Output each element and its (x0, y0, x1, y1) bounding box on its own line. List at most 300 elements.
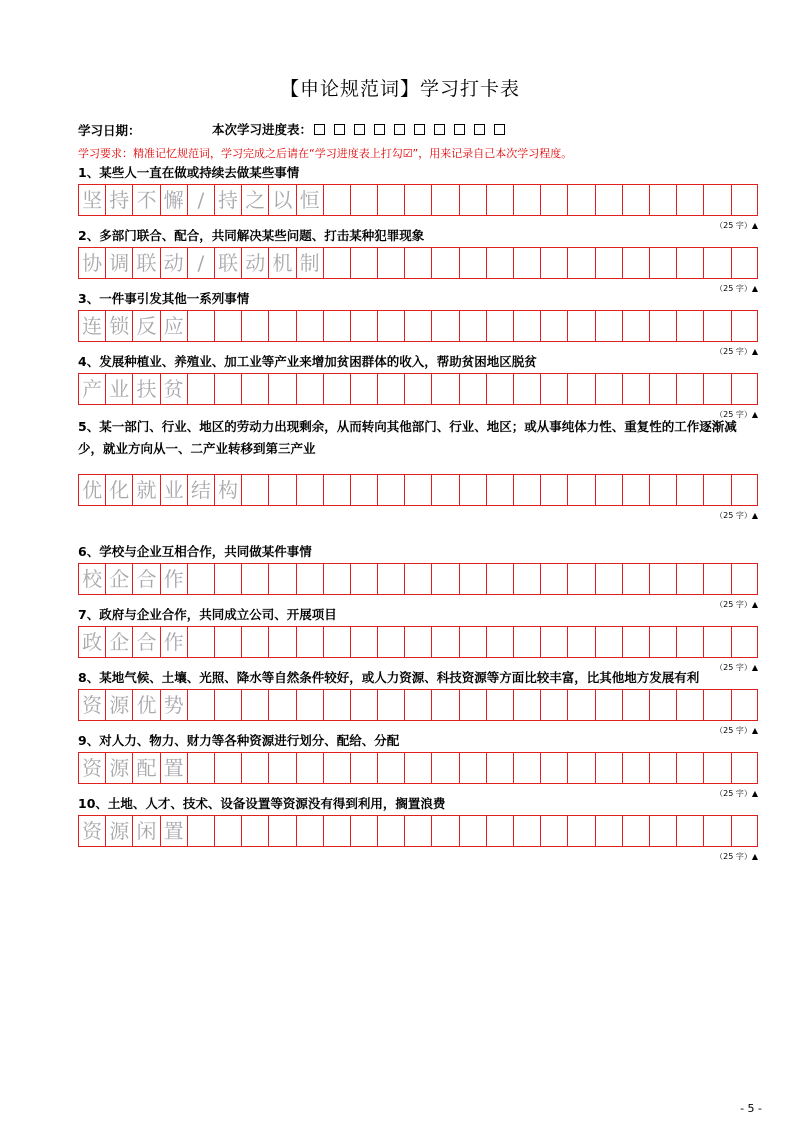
grid-cell[interactable] (623, 374, 650, 404)
grid-cell[interactable] (487, 564, 514, 594)
grid-cell[interactable] (677, 753, 704, 783)
grid-cell[interactable] (623, 690, 650, 720)
grid-cell[interactable] (460, 690, 487, 720)
grid-cell[interactable] (541, 816, 568, 846)
progress-checkbox[interactable] (474, 124, 485, 135)
grid-cell[interactable] (732, 627, 759, 657)
grid-cell[interactable] (704, 627, 731, 657)
grid-cell[interactable] (215, 753, 242, 783)
grid-cell[interactable] (704, 185, 731, 215)
grid-cell[interactable]: 之 (242, 185, 269, 215)
grid-cell[interactable] (324, 475, 351, 505)
grid-cell[interactable] (297, 753, 324, 783)
grid-cell[interactable] (650, 753, 677, 783)
grid-cell[interactable] (269, 475, 296, 505)
exercise-question: 4、发展种植业、养殖业、加工业等产业来增加贫困群体的收入，帮助贫困地区脱贫 (78, 354, 537, 369)
grid-cell[interactable] (568, 627, 595, 657)
grid-cell[interactable]: 产 (79, 374, 106, 404)
grid-cell[interactable] (568, 311, 595, 341)
grid-cell[interactable] (541, 753, 568, 783)
grid-cell[interactable] (215, 690, 242, 720)
grid-cell[interactable] (188, 627, 215, 657)
grid-cell[interactable] (704, 374, 731, 404)
exercise-question: 10、土地、人才、技术、设备设置等资源没有得到利用，搁置浪费 (78, 796, 446, 811)
grid-cell[interactable] (378, 475, 405, 505)
grid-cell[interactable] (269, 753, 296, 783)
grid-cell[interactable] (677, 248, 704, 278)
exercise-item (78, 730, 758, 798)
grid-cell[interactable] (378, 690, 405, 720)
grid-cell[interactable] (188, 816, 215, 846)
grid-cell[interactable] (188, 753, 215, 783)
grid-cell[interactable] (351, 564, 378, 594)
grid-cell[interactable] (460, 185, 487, 215)
grid-cell[interactable] (704, 690, 731, 720)
grid-cell[interactable] (514, 753, 541, 783)
grid-cell[interactable] (242, 374, 269, 404)
grid-cell[interactable] (378, 816, 405, 846)
grid-cell[interactable] (405, 816, 432, 846)
grid-cell[interactable]: / (188, 185, 215, 215)
writing-grid (78, 474, 758, 506)
progress-checkbox[interactable] (314, 124, 325, 135)
grid-cell[interactable] (677, 185, 704, 215)
grid-cell[interactable] (188, 564, 215, 594)
grid-cell[interactable]: 作 (161, 627, 188, 657)
grid-cell[interactable] (460, 248, 487, 278)
grid-cell[interactable]: 持 (215, 185, 242, 215)
grid-cell[interactable] (487, 475, 514, 505)
character-count-label: （25 字）▲ (715, 284, 758, 293)
writing-grid (78, 373, 758, 405)
grid-cell[interactable] (514, 627, 541, 657)
grid-cell[interactable] (677, 311, 704, 341)
grid-cell[interactable] (732, 248, 759, 278)
grid-cell[interactable]: 动 (161, 248, 188, 278)
grid-cell[interactable] (378, 627, 405, 657)
grid-cell[interactable] (351, 816, 378, 846)
grid-cell[interactable] (541, 311, 568, 341)
grid-cell[interactable] (704, 248, 731, 278)
progress-checkbox[interactable] (454, 124, 465, 135)
grid-cell[interactable] (405, 311, 432, 341)
exercise-question: 5、某一部门、行业、地区的劳动力出现剩余，从而转向其他部门、行业、地区；或从事纯体力性、重复性的工作逐渐减少，就业方向从一、二产业转移到第三产业 (78, 419, 737, 456)
exercise-question: 2、多部门联合、配合，共同解决某些问题、打击某种犯罪现象 (78, 228, 425, 243)
grid-cell[interactable] (596, 564, 623, 594)
grid-cell[interactable] (324, 690, 351, 720)
grid-cell[interactable] (297, 564, 324, 594)
grid-cell[interactable] (269, 816, 296, 846)
grid-cell[interactable] (596, 185, 623, 215)
grid-cell[interactable] (623, 185, 650, 215)
grid-cell[interactable]: 应 (161, 311, 188, 341)
grid-cell[interactable] (351, 690, 378, 720)
grid-cell[interactable] (596, 311, 623, 341)
grid-cell[interactable]: 资 (79, 753, 106, 783)
exercise-item (78, 604, 758, 672)
study-requirement: 学习要求：精准记忆规范词，学习完成之后请在“学习进度表上打勾☑”，用来记录自己本次学习程度。 (78, 147, 573, 160)
grid-cell[interactable]: 动 (242, 248, 269, 278)
grid-cell[interactable]: 优 (79, 475, 106, 505)
grid-cell[interactable] (432, 248, 459, 278)
grid-cell[interactable] (242, 311, 269, 341)
grid-cell[interactable]: 懈 (161, 185, 188, 215)
grid-cell[interactable]: 作 (161, 564, 188, 594)
grid-cell[interactable] (596, 816, 623, 846)
grid-cell[interactable] (460, 564, 487, 594)
grid-cell[interactable]: 业 (106, 374, 133, 404)
grid-cell[interactable] (378, 564, 405, 594)
grid-cell[interactable] (677, 564, 704, 594)
grid-cell[interactable] (541, 248, 568, 278)
progress-checkbox[interactable] (494, 124, 505, 135)
grid-cell[interactable] (704, 475, 731, 505)
grid-cell[interactable] (351, 374, 378, 404)
writing-grid (78, 184, 758, 216)
grid-cell[interactable] (432, 374, 459, 404)
grid-cell[interactable] (732, 564, 759, 594)
grid-cell[interactable] (596, 248, 623, 278)
grid-cell[interactable]: 不 (133, 185, 160, 215)
grid-cell[interactable] (242, 816, 269, 846)
grid-cell[interactable] (568, 475, 595, 505)
writing-grid (78, 815, 758, 847)
grid-cell[interactable] (514, 248, 541, 278)
grid-cell[interactable]: 贫 (161, 374, 188, 404)
grid-cell[interactable] (596, 475, 623, 505)
grid-cell[interactable]: 恒 (297, 185, 324, 215)
grid-cell[interactable] (568, 564, 595, 594)
grid-cell[interactable] (514, 311, 541, 341)
grid-cell[interactable]: 政 (79, 627, 106, 657)
grid-cell[interactable] (324, 311, 351, 341)
page-number: - 5 - (740, 1102, 762, 1115)
grid-cell[interactable] (405, 374, 432, 404)
grid-cell[interactable]: 联 (133, 248, 160, 278)
grid-cell[interactable]: 联 (215, 248, 242, 278)
grid-cell[interactable] (378, 248, 405, 278)
grid-cell[interactable] (297, 816, 324, 846)
grid-cell[interactable] (432, 753, 459, 783)
grid-cell[interactable] (650, 816, 677, 846)
grid-cell[interactable] (351, 185, 378, 215)
grid-cell[interactable] (568, 185, 595, 215)
grid-cell[interactable] (677, 374, 704, 404)
grid-cell[interactable] (623, 311, 650, 341)
grid-cell[interactable]: 制 (297, 248, 324, 278)
grid-cell[interactable] (432, 627, 459, 657)
grid-cell[interactable]: 置 (161, 816, 188, 846)
exercise-item (78, 351, 758, 419)
grid-cell[interactable]: 化 (106, 475, 133, 505)
exercise-question: 9、对人力、物力、财力等各种资源进行划分、配给、分配 (78, 733, 400, 748)
character-count-label: （25 字）▲ (715, 511, 758, 520)
progress-checkbox[interactable] (434, 124, 445, 135)
grid-cell[interactable] (704, 311, 731, 341)
grid-cell[interactable] (732, 690, 759, 720)
grid-cell[interactable] (324, 248, 351, 278)
grid-cell[interactable]: 源 (106, 690, 133, 720)
grid-cell[interactable] (596, 690, 623, 720)
writing-grid (78, 563, 758, 595)
grid-cell[interactable] (269, 627, 296, 657)
grid-cell[interactable]: 以 (269, 185, 296, 215)
grid-cell[interactable]: 就 (133, 475, 160, 505)
grid-cell[interactable] (732, 475, 759, 505)
grid-cell[interactable]: 调 (106, 248, 133, 278)
grid-cell[interactable]: 配 (133, 753, 160, 783)
grid-cell[interactable] (324, 753, 351, 783)
grid-cell[interactable]: 企 (106, 564, 133, 594)
grid-cell[interactable]: 锁 (106, 311, 133, 341)
exercise-question: 1、某些人一直在做或持续去做某些事情 (78, 165, 300, 180)
grid-cell[interactable] (432, 690, 459, 720)
writing-grid (78, 310, 758, 342)
grid-cell[interactable] (487, 690, 514, 720)
grid-cell[interactable] (324, 374, 351, 404)
grid-cell[interactable]: 源 (106, 753, 133, 783)
grid-cell[interactable] (487, 753, 514, 783)
grid-cell[interactable] (215, 816, 242, 846)
grid-cell[interactable] (623, 475, 650, 505)
grid-cell[interactable] (215, 311, 242, 341)
grid-cell[interactable] (568, 248, 595, 278)
grid-cell[interactable] (297, 690, 324, 720)
grid-cell[interactable] (215, 627, 242, 657)
grid-cell[interactable] (297, 475, 324, 505)
grid-cell[interactable] (514, 816, 541, 846)
grid-cell[interactable] (378, 753, 405, 783)
grid-cell[interactable] (460, 753, 487, 783)
grid-cell[interactable]: 业 (161, 475, 188, 505)
grid-cell[interactable]: 资 (79, 816, 106, 846)
progress-checkbox[interactable] (394, 124, 405, 135)
grid-cell[interactable]: 校 (79, 564, 106, 594)
grid-cell[interactable] (351, 311, 378, 341)
grid-cell[interactable]: 持 (106, 185, 133, 215)
writing-grid (78, 626, 758, 658)
grid-cell[interactable]: 协 (79, 248, 106, 278)
grid-cell[interactable] (269, 374, 296, 404)
grid-cell[interactable] (514, 374, 541, 404)
grid-cell[interactable] (487, 816, 514, 846)
grid-cell[interactable] (596, 627, 623, 657)
grid-cell[interactable]: 机 (269, 248, 296, 278)
grid-cell[interactable] (487, 311, 514, 341)
grid-cell[interactable] (378, 374, 405, 404)
exercise-item (78, 162, 758, 230)
grid-cell[interactable]: 构 (215, 475, 242, 505)
grid-cell[interactable] (650, 564, 677, 594)
grid-cell[interactable] (541, 475, 568, 505)
grid-cell[interactable] (405, 753, 432, 783)
grid-cell[interactable] (242, 690, 269, 720)
grid-cell[interactable] (650, 690, 677, 720)
grid-cell[interactable] (487, 374, 514, 404)
grid-cell[interactable] (650, 185, 677, 215)
grid-cell[interactable] (732, 311, 759, 341)
grid-cell[interactable] (432, 816, 459, 846)
grid-cell[interactable] (324, 627, 351, 657)
grid-cell[interactable] (650, 475, 677, 505)
grid-cell[interactable]: 连 (79, 311, 106, 341)
grid-cell[interactable] (188, 311, 215, 341)
character-count-label: （25 字）▲ (715, 347, 758, 356)
grid-cell[interactable] (650, 311, 677, 341)
grid-cell[interactable] (460, 816, 487, 846)
grid-cell[interactable] (487, 248, 514, 278)
grid-cell[interactable] (623, 248, 650, 278)
character-count-label: （25 字）▲ (715, 852, 758, 861)
grid-cell[interactable] (215, 374, 242, 404)
grid-cell[interactable] (269, 311, 296, 341)
grid-cell[interactable] (677, 475, 704, 505)
grid-cell[interactable] (514, 690, 541, 720)
grid-cell[interactable]: 结 (188, 475, 215, 505)
grid-cell[interactable] (351, 475, 378, 505)
exercise-question: 6、学校与企业互相合作，共同做某件事情 (78, 544, 312, 559)
grid-cell[interactable] (460, 374, 487, 404)
grid-cell[interactable] (432, 311, 459, 341)
grid-cell[interactable] (324, 185, 351, 215)
progress-checkbox[interactable] (414, 124, 425, 135)
grid-cell[interactable] (541, 374, 568, 404)
exercise-item (78, 288, 758, 356)
grid-cell[interactable] (650, 374, 677, 404)
grid-cell[interactable] (568, 690, 595, 720)
character-count-label: （25 字）▲ (715, 726, 758, 735)
grid-cell[interactable] (269, 690, 296, 720)
character-count-label: （25 字）▲ (715, 789, 758, 798)
grid-cell[interactable] (596, 374, 623, 404)
grid-cell[interactable] (324, 816, 351, 846)
character-count-label: （25 字）▲ (715, 410, 758, 419)
grid-cell[interactable]: 源 (106, 816, 133, 846)
grid-cell[interactable] (405, 690, 432, 720)
grid-cell[interactable] (704, 564, 731, 594)
grid-cell[interactable] (650, 627, 677, 657)
grid-cell[interactable] (677, 816, 704, 846)
grid-cell[interactable] (568, 753, 595, 783)
grid-cell[interactable]: 闲 (133, 816, 160, 846)
grid-cell[interactable] (405, 564, 432, 594)
grid-cell[interactable] (596, 753, 623, 783)
writing-grid (78, 752, 758, 784)
exercise-question: 3、一件事引发其他一系列事情 (78, 291, 250, 306)
character-count-label: （25 字）▲ (715, 600, 758, 609)
progress-checkbox[interactable] (354, 124, 365, 135)
grid-cell[interactable] (188, 690, 215, 720)
grid-cell[interactable] (487, 627, 514, 657)
grid-cell[interactable] (704, 816, 731, 846)
grid-cell[interactable]: 合 (133, 564, 160, 594)
grid-cell[interactable] (351, 248, 378, 278)
exercise-item (78, 793, 758, 861)
grid-cell[interactable]: 资 (79, 690, 106, 720)
grid-cell[interactable] (541, 564, 568, 594)
grid-cell[interactable] (242, 564, 269, 594)
grid-cell[interactable] (188, 374, 215, 404)
grid-cell[interactable]: 坚 (79, 185, 106, 215)
grid-cell[interactable] (242, 753, 269, 783)
grid-cell[interactable] (514, 185, 541, 215)
grid-cell[interactable]: / (188, 248, 215, 278)
progress-tracker (212, 121, 514, 137)
grid-cell[interactable]: 企 (106, 627, 133, 657)
grid-cell[interactable]: 反 (133, 311, 160, 341)
grid-cell[interactable] (269, 564, 296, 594)
grid-cell[interactable] (623, 564, 650, 594)
grid-cell[interactable] (541, 185, 568, 215)
grid-cell[interactable]: 置 (161, 753, 188, 783)
grid-cell[interactable] (405, 185, 432, 215)
grid-cell[interactable] (460, 475, 487, 505)
grid-cell[interactable] (487, 185, 514, 215)
grid-cell[interactable] (732, 816, 759, 846)
grid-cell[interactable] (405, 475, 432, 505)
character-count-label: （25 字）▲ (715, 663, 758, 672)
progress-checkbox[interactable] (374, 124, 385, 135)
grid-cell[interactable] (460, 627, 487, 657)
grid-cell[interactable] (732, 753, 759, 783)
grid-cell[interactable] (405, 248, 432, 278)
progress-checkbox[interactable] (334, 124, 345, 135)
grid-cell[interactable] (568, 374, 595, 404)
grid-cell[interactable] (732, 185, 759, 215)
grid-cell[interactable] (704, 753, 731, 783)
grid-cell[interactable] (432, 185, 459, 215)
grid-cell[interactable] (514, 475, 541, 505)
grid-cell[interactable] (242, 627, 269, 657)
grid-cell[interactable] (324, 564, 351, 594)
grid-cell[interactable] (242, 475, 269, 505)
grid-cell[interactable] (623, 627, 650, 657)
exercise-question: 8、某地气候、土壤、光照、降水等自然条件较好，或人力资源、科技资源等方面比较丰富，比其他地方发展有利 (78, 670, 700, 685)
grid-cell[interactable] (623, 753, 650, 783)
grid-cell[interactable]: 合 (133, 627, 160, 657)
grid-cell[interactable] (460, 311, 487, 341)
grid-cell[interactable] (297, 311, 324, 341)
grid-cell[interactable] (732, 374, 759, 404)
grid-cell[interactable] (677, 627, 704, 657)
grid-cell[interactable] (541, 690, 568, 720)
grid-cell[interactable] (351, 753, 378, 783)
grid-cell[interactable]: 扶 (133, 374, 160, 404)
grid-cell[interactable] (568, 816, 595, 846)
grid-cell[interactable] (215, 564, 242, 594)
writing-grid (78, 689, 758, 721)
progress-label: 本次学习进度表： (212, 122, 313, 137)
grid-cell[interactable] (677, 690, 704, 720)
grid-cell[interactable] (514, 564, 541, 594)
grid-cell[interactable] (297, 374, 324, 404)
grid-cell[interactable] (297, 627, 324, 657)
grid-cell[interactable] (432, 475, 459, 505)
grid-cell[interactable] (432, 564, 459, 594)
character-count-label: （25 字）▲ (715, 221, 758, 230)
exercise-question: 7、政府与企业合作，共同成立公司、开展项目 (78, 607, 337, 622)
grid-cell[interactable] (378, 185, 405, 215)
grid-cell[interactable] (623, 816, 650, 846)
grid-cell[interactable] (378, 311, 405, 341)
grid-cell[interactable] (650, 248, 677, 278)
grid-cell[interactable] (351, 627, 378, 657)
grid-cell[interactable] (405, 627, 432, 657)
exercise-item (78, 541, 758, 609)
grid-cell[interactable]: 优 (133, 690, 160, 720)
grid-cell[interactable] (541, 627, 568, 657)
grid-cell[interactable]: 势 (161, 690, 188, 720)
